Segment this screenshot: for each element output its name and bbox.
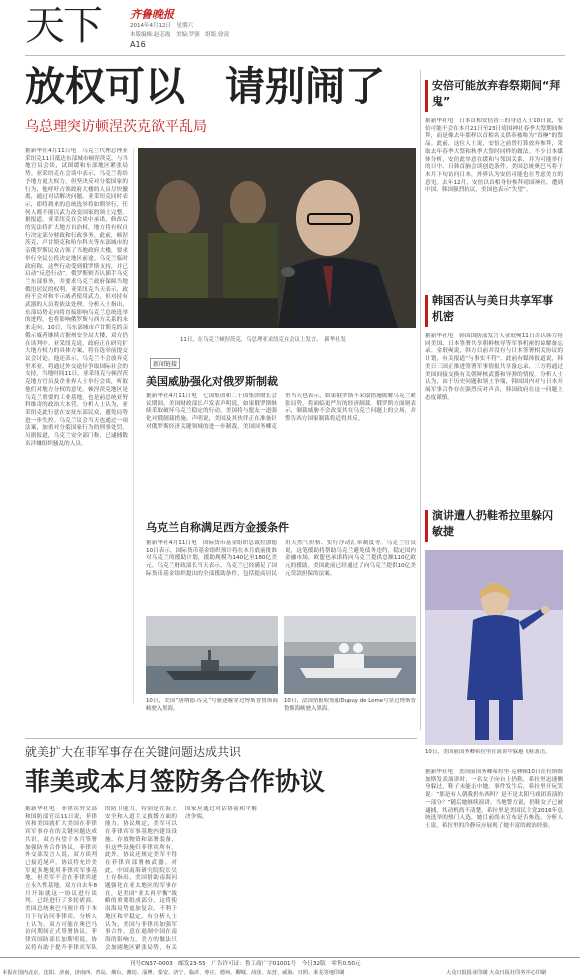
column-divider bbox=[133, 148, 134, 703]
issue-date: 2014年4月12日 星期六 bbox=[130, 23, 193, 29]
page-number: A16 bbox=[130, 40, 146, 49]
bottom-headline: 菲美或本月签防务合作协议 bbox=[25, 767, 326, 796]
survey-ship-illustration bbox=[284, 616, 416, 694]
side2-body: 据新华社电 韩国国防部发言人金珉奭11日否认韩方将同美国、日本签署共享朝鲜核导等军事机密的谅解备忘录。金珉奭说，韩方目前并没有与日本签署相关协议的计划，有关报道“与事实不符”。此前有媒体报道说，韩美日三国正推进签署军事情报共享备忘录，三方将通过美国间接交换有关朝鲜核武器和导弹的情报。分析人士认为，由于历史问题和领土争端，韩国国内对与日本开展军事合作存在强烈反对声音，韩国政府在这一问题上态度谨慎。 bbox=[425, 333, 563, 401]
speaker-illustration bbox=[138, 148, 416, 328]
footer-center: 刊号CN37-0003 邮发23-55 广告许可证：鲁工商广字01001号 今日32版 零售0.50元 bbox=[130, 961, 361, 967]
side2-headline: 韩国否认与美日共享军事机密 bbox=[432, 294, 553, 323]
footer-left: 本报在国内北京、沈阳、济南、济南西、青岛、烟台、潍坊、淄博、泰安、济宁、临沂、枣庄、德州、聊城、菏泽、东营、威海、日照、莱芜等地印刷 bbox=[2, 970, 345, 976]
lead-photo bbox=[138, 148, 416, 328]
ship-photo-2 bbox=[284, 616, 416, 694]
section-title: 天下 bbox=[25, 3, 101, 49]
side3-photo bbox=[425, 550, 563, 745]
side1-body: 据新华社电 日本首相安倍晋三的身边人士10日说，安倍可能不会在本月21日至23日靖国神社春季大祭期间参拜，而是像去年那样以首相名义供奉被称为“真榊”的祭品。此前，这位人士说，安倍之前曾打算放弃参拜，采取去年春季大祭和秋季大祭时同样的做法。不少日本媒体分析，安倍此举意在缓和与邻国关系，并为可能举行的日中、日韩首脑会谈创造条件。美国总统奥巴马将于本月下旬访问日本，外界认为安倍可能也在考虑美方的意见。去年12月，安倍以首相身份参拜靖国神社，遭到中国、韩国强烈抗议，美国也表示“失望”。 bbox=[425, 118, 563, 194]
masthead bbox=[0, 0, 580, 54]
footer-rule bbox=[0, 957, 580, 958]
ship-photo-1-caption: 10日，美国“唐纳德·库克”号驱逐舰穿过博斯普鲁斯海峡驶入黑海。 bbox=[146, 698, 278, 712]
side2-marker bbox=[425, 295, 428, 327]
links-headline: 美国威胁强化对俄罗斯制裁 bbox=[146, 375, 278, 388]
side3-body: 据新华社电 美国前国务卿希拉里·克林顿10日在拉斯维加斯发表演讲时，一名女子向台上扔鞋，希拉里迅速侧身躲过，鞋子未能击中她。事件发生后，希拉里开玩笑说：“那是有人朝我扔东西吗？是不是太阳马戏团表演的一部分？”随后她继续演讲。当地警方说，扔鞋女子已被逮捕，其动机尚不清楚。希拉里是美国民主党2016年总统选举的热门人选，她目前尚未宣布是否参选。分析人士说，希拉里的冷静反应展现了她丰富的政治经验。 bbox=[425, 769, 563, 829]
bottom-kicker: 就美扩大在菲军事存在关键问题达成共识 bbox=[25, 745, 242, 759]
side1-marker bbox=[425, 80, 428, 112]
speaker-on-stage-illustration bbox=[425, 550, 563, 745]
side3-headline: 演讲遭人扔鞋希拉里躲闪敏捷 bbox=[432, 509, 553, 538]
ship-photo-2-caption: 10日，法国情报收集船Dupuy de Lome号穿过博斯普鲁斯海峡驶入黑海。 bbox=[284, 698, 416, 712]
side1-headline: 安倍可能放弃春祭期间“拜鬼” bbox=[432, 79, 561, 108]
sidebar-divider bbox=[420, 70, 421, 730]
ship-photo-1 bbox=[146, 616, 278, 694]
lead-photo-caption: 11日，在乌克兰顿涅茨克，乌总理亚采纽克在会议上发言。 新华社发 bbox=[180, 337, 346, 343]
links-body: 据新华社4月11日电 七国集团和二十国集团财长会议期间，美国财政部长卢发表声明说，如果俄罗斯继续采取破坏乌克兰稳定的行动，美国将与盟友一道强化对俄制裁措施。声明说，美国及其伙伴正在准备针对俄罗斯经济关键领域的进一步制裁。美国国务卿克里当天也表示，如果俄罗斯不采取措施缓解乌克兰紧张局势，将面临更严厉的经济制裁。俄罗斯方面则表示，制裁威胁不会改变其在乌克兰问题上的立场，并警告西方国家制裁将适得其反。 bbox=[146, 393, 416, 430]
newspaper-logo: 齐鲁晚报 bbox=[130, 8, 174, 21]
lead-headline: 放权可以 请别闹了 bbox=[25, 63, 385, 110]
masthead-rule bbox=[25, 55, 565, 56]
aid-body: 据新华社4月11日电 国际货币基金组织总裁拉加德10日表示，国际货币基金组织预计将在本月底前批准对乌克兰的援助计划，援助规模为140亿至180亿美元。乌克兰财政部长当天表示，乌克兰已经满足了国际货币基金组织提出的全部援助条件，包括提高居民用天然气价格、实行浮动汇率制度等。乌克兰官员说，这笔援助将帮助乌克兰避免债务违约，稳定国内金融市场。欧盟也承诺将向乌克兰提供总额110亿欧元的援助。美国此前已经通过了向乌克兰提供10亿美元贷款担保的法案。 bbox=[146, 540, 416, 577]
side3-photo-caption: 10日，美国前国务卿希拉里在演讲中躲避飞鞋袭击。 bbox=[425, 749, 551, 755]
lead-body-left: 据新华社4月11日电 乌克兰代理总理亚采纽克11日抵达东部城市顿涅茨克，与当地官员会谈，试图缓和东部地区紧张局势。亚采纽克在会谈中表示，乌克兰将给予地方更大权力，但坚决反对分裂国家的行为，他呼吁占领政府大楼的人员尽快撤离，通过对话解决问题。亚采纽克同时表示，即将到来的总统选举将如期举行，任何人都不能以武力改变国家的领土完整。据报道，亚采纽克在会谈中承诺，修改后的宪法将扩大地方自治权，地方将有权自行决定部分财政和行政事务。此前，顿涅茨克、卢甘斯克和哈尔科夫等东部城市的亲俄罗斯民众占领了当地政府大楼，要求举行全民公投决定地区前途。乌克兰临时政府称，这些行动受到俄罗斯支持，并已启动“反恐行动”。俄罗斯则否认插手乌克兰东部事务，并要求乌克兰政府保障当地俄语居民的权利。亚采纽克当天表示，政府不会对和平示威者使用武力，但对持有武器的人员将依法处理。分析人士指出，东部局势走向将直接影响乌克兰总统选举的进程，也将影响俄罗斯与西方关系的未来走向。10日，乌东部城市卢甘斯克的亲俄示威者继续占据州安全局大楼，双方仍在谈判中。亚采纽克说，政府正在研究扩大地方权力的具体方案，将在选举前提交议会讨论。他还表示，乌克兰不会放弃克里米亚，将通过外交途径争取国际社会的支持。当地时间11日，亚采纽克与顿涅茨克地方官员及企业界人士举行会谈，听取他们对地方分权的意见。顿涅茨克地区是乌克兰重要的工业基地，也是前总统亚努科维奇的政治大本营。分析人士认为，亚采纽克此行意在安抚东部民众，避免局势进一步失控。乌克兰议会当天也通过一项法案，加重对分裂国家行为的刑事处罚。另据报道，乌克兰安全部门称，已逮捕数名涉嫌组织骚乱的人员。 bbox=[25, 148, 128, 447]
aid-headline: 乌克兰自称满足西方金援条件 bbox=[146, 521, 289, 534]
bottom-body: 据新华社电 菲律宾外交部和国防部官员11日说，菲律宾和美国就扩大美国在菲律宾军事存在的关键问题达成共识，双方有望于本月签署加强防务合作协议。菲律宾外交部发言人说，双方谈判已接近尾声，协议将允许美军更多地使用菲律宾军事基地，但美军不会在菲律宾建立永久性基地。双方自去年8月开始就这一协议进行谈判，已经进行了多轮磋商。美国总统奥巴马预计将于本月下旬访问菲律宾，分析人士认为，双方可能在奥巴马访问期间正式签署协议。菲律宾国防部长加斯明说，协议将有助于提升菲律宾军队的防卫能力，特别是在海上安全和人道主义救援方面的能力。协议规定，美军可以在菲律宾军事基地内建设设施、存放物资和部署装备，但这些设施归菲律宾所有。此外，协议还规定美军不得在菲律宾部署核武器。对此，中国南海研究院院长吴士存指出，美国借助南海问题强化在亚太地区的军事存在，是美国“亚太再平衡”战略的重要组成部分，这将使南海局势更加复杂，不利于地区和平稳定。有分析人士认为，美国与菲律宾加强军事合作，意在遏制中国在南海的影响力，美方的做法只会加剧地区紧张局势，有关国家应通过对话协商和平解决争端。 bbox=[25, 806, 257, 951]
editors-line: 本版编辑:赵芯霞 美编:罗强 组版:徐凌 bbox=[130, 32, 230, 38]
news-links-tag: 新闻链接 bbox=[150, 358, 180, 369]
lead-subtitle: 乌总理突访顿涅茨克欲平乱局 bbox=[25, 119, 207, 135]
destroyer-illustration bbox=[146, 616, 278, 694]
side3-marker bbox=[425, 510, 428, 542]
bottom-top-rule bbox=[25, 738, 417, 739]
footer-right: 大众日报报业印刷 大众日报社印务中心印刷 bbox=[446, 970, 547, 976]
